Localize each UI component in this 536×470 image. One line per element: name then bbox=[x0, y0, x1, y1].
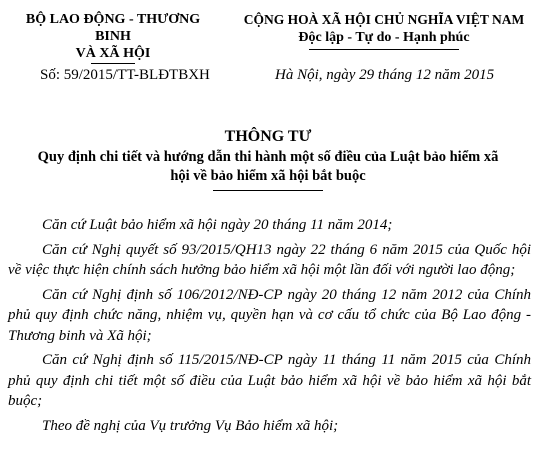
preamble-paragraph: Căn cứ Nghị định số 106/2012/NĐ-CP ngày 20 tháng 12 năm 2012 của Chính phủ quy định chức năng, nhiệm vụ, quyền hạn và cơ cấu tổ chức của Bộ Lao động - Thương binh và Xã hội; bbox=[8, 286, 531, 344]
agency-line-1: BỘ LAO ĐỘNG - THƯƠNG BINH bbox=[25, 12, 201, 44]
agency-line-2: VÀ XÃ HỘI bbox=[75, 46, 151, 61]
document-number: Số: 59/2015/TT-BLĐTBXH bbox=[40, 67, 210, 83]
preamble-paragraph: Căn cứ Nghị định số 115/2015/NĐ-CP ngày 11 tháng 11 năm 2015 của Chính phủ quy định chi tiết một số điều của Luật bảo hiểm xã hội về bảo hiểm xã hội bắt buộc; bbox=[8, 352, 531, 409]
issue-date: Hà Nội, ngày 29 tháng 12 năm 2015 bbox=[275, 67, 495, 83]
document-subtitle-block bbox=[30, 148, 506, 191]
subtitle-underline bbox=[213, 190, 323, 191]
nation-title: CỘNG HOÀ XÃ HỘI CHỦ NGHĨA VIỆT NAM bbox=[243, 12, 525, 27]
preamble bbox=[8, 215, 531, 440]
national-motto bbox=[240, 11, 528, 50]
agency-underline bbox=[91, 63, 135, 64]
issuing-agency bbox=[8, 11, 218, 64]
preamble-paragraph: Căn cứ Nghị quyết số 93/2015/QH13 ngày 22 tháng 6 năm 2015 của Quốc hội về việc thực hiện chính sách hưởng bảo hiểm xã hội một lần đối với người lao động; bbox=[8, 241, 531, 278]
preamble-paragraph: Theo đề nghị của Vụ trưởng Vụ Bảo hiểm xã hội; bbox=[42, 417, 339, 434]
motto-underline bbox=[309, 49, 459, 50]
document-title: THÔNG TƯ bbox=[224, 128, 312, 145]
document-subtitle: Quy định chi tiết và hướng dẫn thi hành một số điều của Luật bảo hiểm xã hội về bảo hiểm xã hội bắt buộc bbox=[37, 149, 499, 184]
nation-motto-line: Độc lập - Tự do - Hạnh phúc bbox=[298, 30, 470, 45]
preamble-paragraph: Căn cứ Luật bảo hiểm xã hội ngày 20 tháng 11 năm 2014; bbox=[42, 217, 393, 233]
